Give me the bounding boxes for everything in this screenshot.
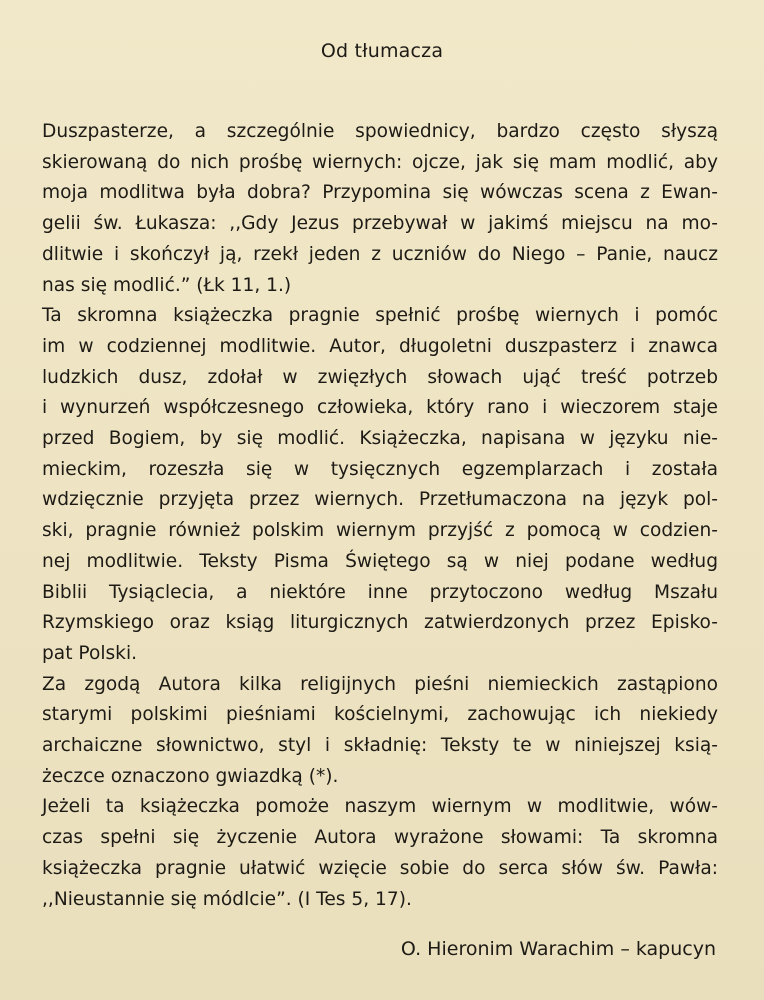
text-line: i wynurzeń współczesnego człowieka, który rano i wieczorem staje — [42, 397, 718, 419]
text-line: archaiczne słownictwo, styl i składnię: Teksty te w niniejszej ksią- — [42, 735, 718, 757]
text-line: nas się modlić.” (Łk 11, 1.) — [42, 274, 292, 296]
text-line: Jeżeli ta książeczka pomoże naszym wiernym w modlitwie, wów- — [42, 796, 718, 818]
text-line: żeczce oznaczono gwiazdką (*). — [42, 765, 339, 787]
text-line: wdzięcznie przyjęta przez wiernych. Przetłumaczona na język pol- — [42, 489, 718, 511]
text-line: przed Bogiem, by się modlić. Książeczka, napisana w języku nie- — [42, 428, 718, 450]
text-line: pat Polski. — [42, 642, 138, 664]
text-line: Rzymskiego oraz ksiąg liturgicznych zatwierdzonych przez Episko- — [42, 612, 718, 634]
text-line: ski, pragnie również polskim wiernym przyjść z pomocą w codzien- — [42, 520, 718, 542]
text-line: im w codziennej modlitwie. Autor, długoletni duszpasterz i znawca — [42, 335, 718, 357]
text-line: czas spełni się życzenie Autora wyrażone słowami: Ta skromna — [42, 827, 718, 849]
text-line: ludzkich dusz, zdołał w zwięzłych słowach ująć treść potrzeb — [42, 366, 718, 388]
paragraph-2 — [42, 301, 718, 669]
text-line: Za zgodą Autora kilka religijnych pieśni niemieckich zastąpiono — [42, 673, 718, 695]
text-line: nej modlitwie. Teksty Pisma Świętego są w niej podane według — [42, 550, 718, 572]
text-line: starymi polskimi pieśniami kościelnymi, zachowując ich niekiedy — [42, 704, 718, 726]
text-line: mieckim, rozeszła się w tysięcznych egzemplarzach i została — [42, 458, 718, 480]
text-line: książeczka pragnie ułatwić wzięcie sobie do serca słów św. Pawła: — [42, 857, 718, 879]
paragraph-1 — [42, 117, 718, 301]
text-line: Duszpasterze, a szczególnie spowiednicy, bardzo często słyszą — [42, 121, 718, 142]
text-line: dlitwie i skończył ją, rzekł jeden z uczniów do Niego – Panie, naucz — [42, 243, 718, 265]
text-line: skierowaną do nich prośbę wiernych: ojcze, jak się mam modlić, aby — [42, 151, 718, 173]
text-line: gelii św. Łukasza: ,,Gdy Jezus przebywał w jakimś miejscu na mo- — [42, 213, 718, 235]
paragraph-4 — [42, 792, 718, 915]
text-line: ,,Nieustannie się módlcie”. (I Tes 5, 17). — [42, 888, 412, 910]
paragraph-3 — [42, 670, 718, 793]
text-line: Ta skromna książeczka pragnie spełnić prośbę wiernych i pomóc — [42, 305, 718, 327]
translator-signature: O. Hieronim Warachim – kapucyn — [400, 938, 716, 960]
page-body — [42, 117, 718, 915]
page-title: Od tłumacza — [320, 40, 444, 62]
text-line: Biblii Tysiąclecia, a niektóre inne przytoczono według Mszału — [42, 581, 718, 603]
text-line: moja modlitwa była dobra? Przypomina się wówczas scena z Ewan- — [42, 182, 718, 204]
